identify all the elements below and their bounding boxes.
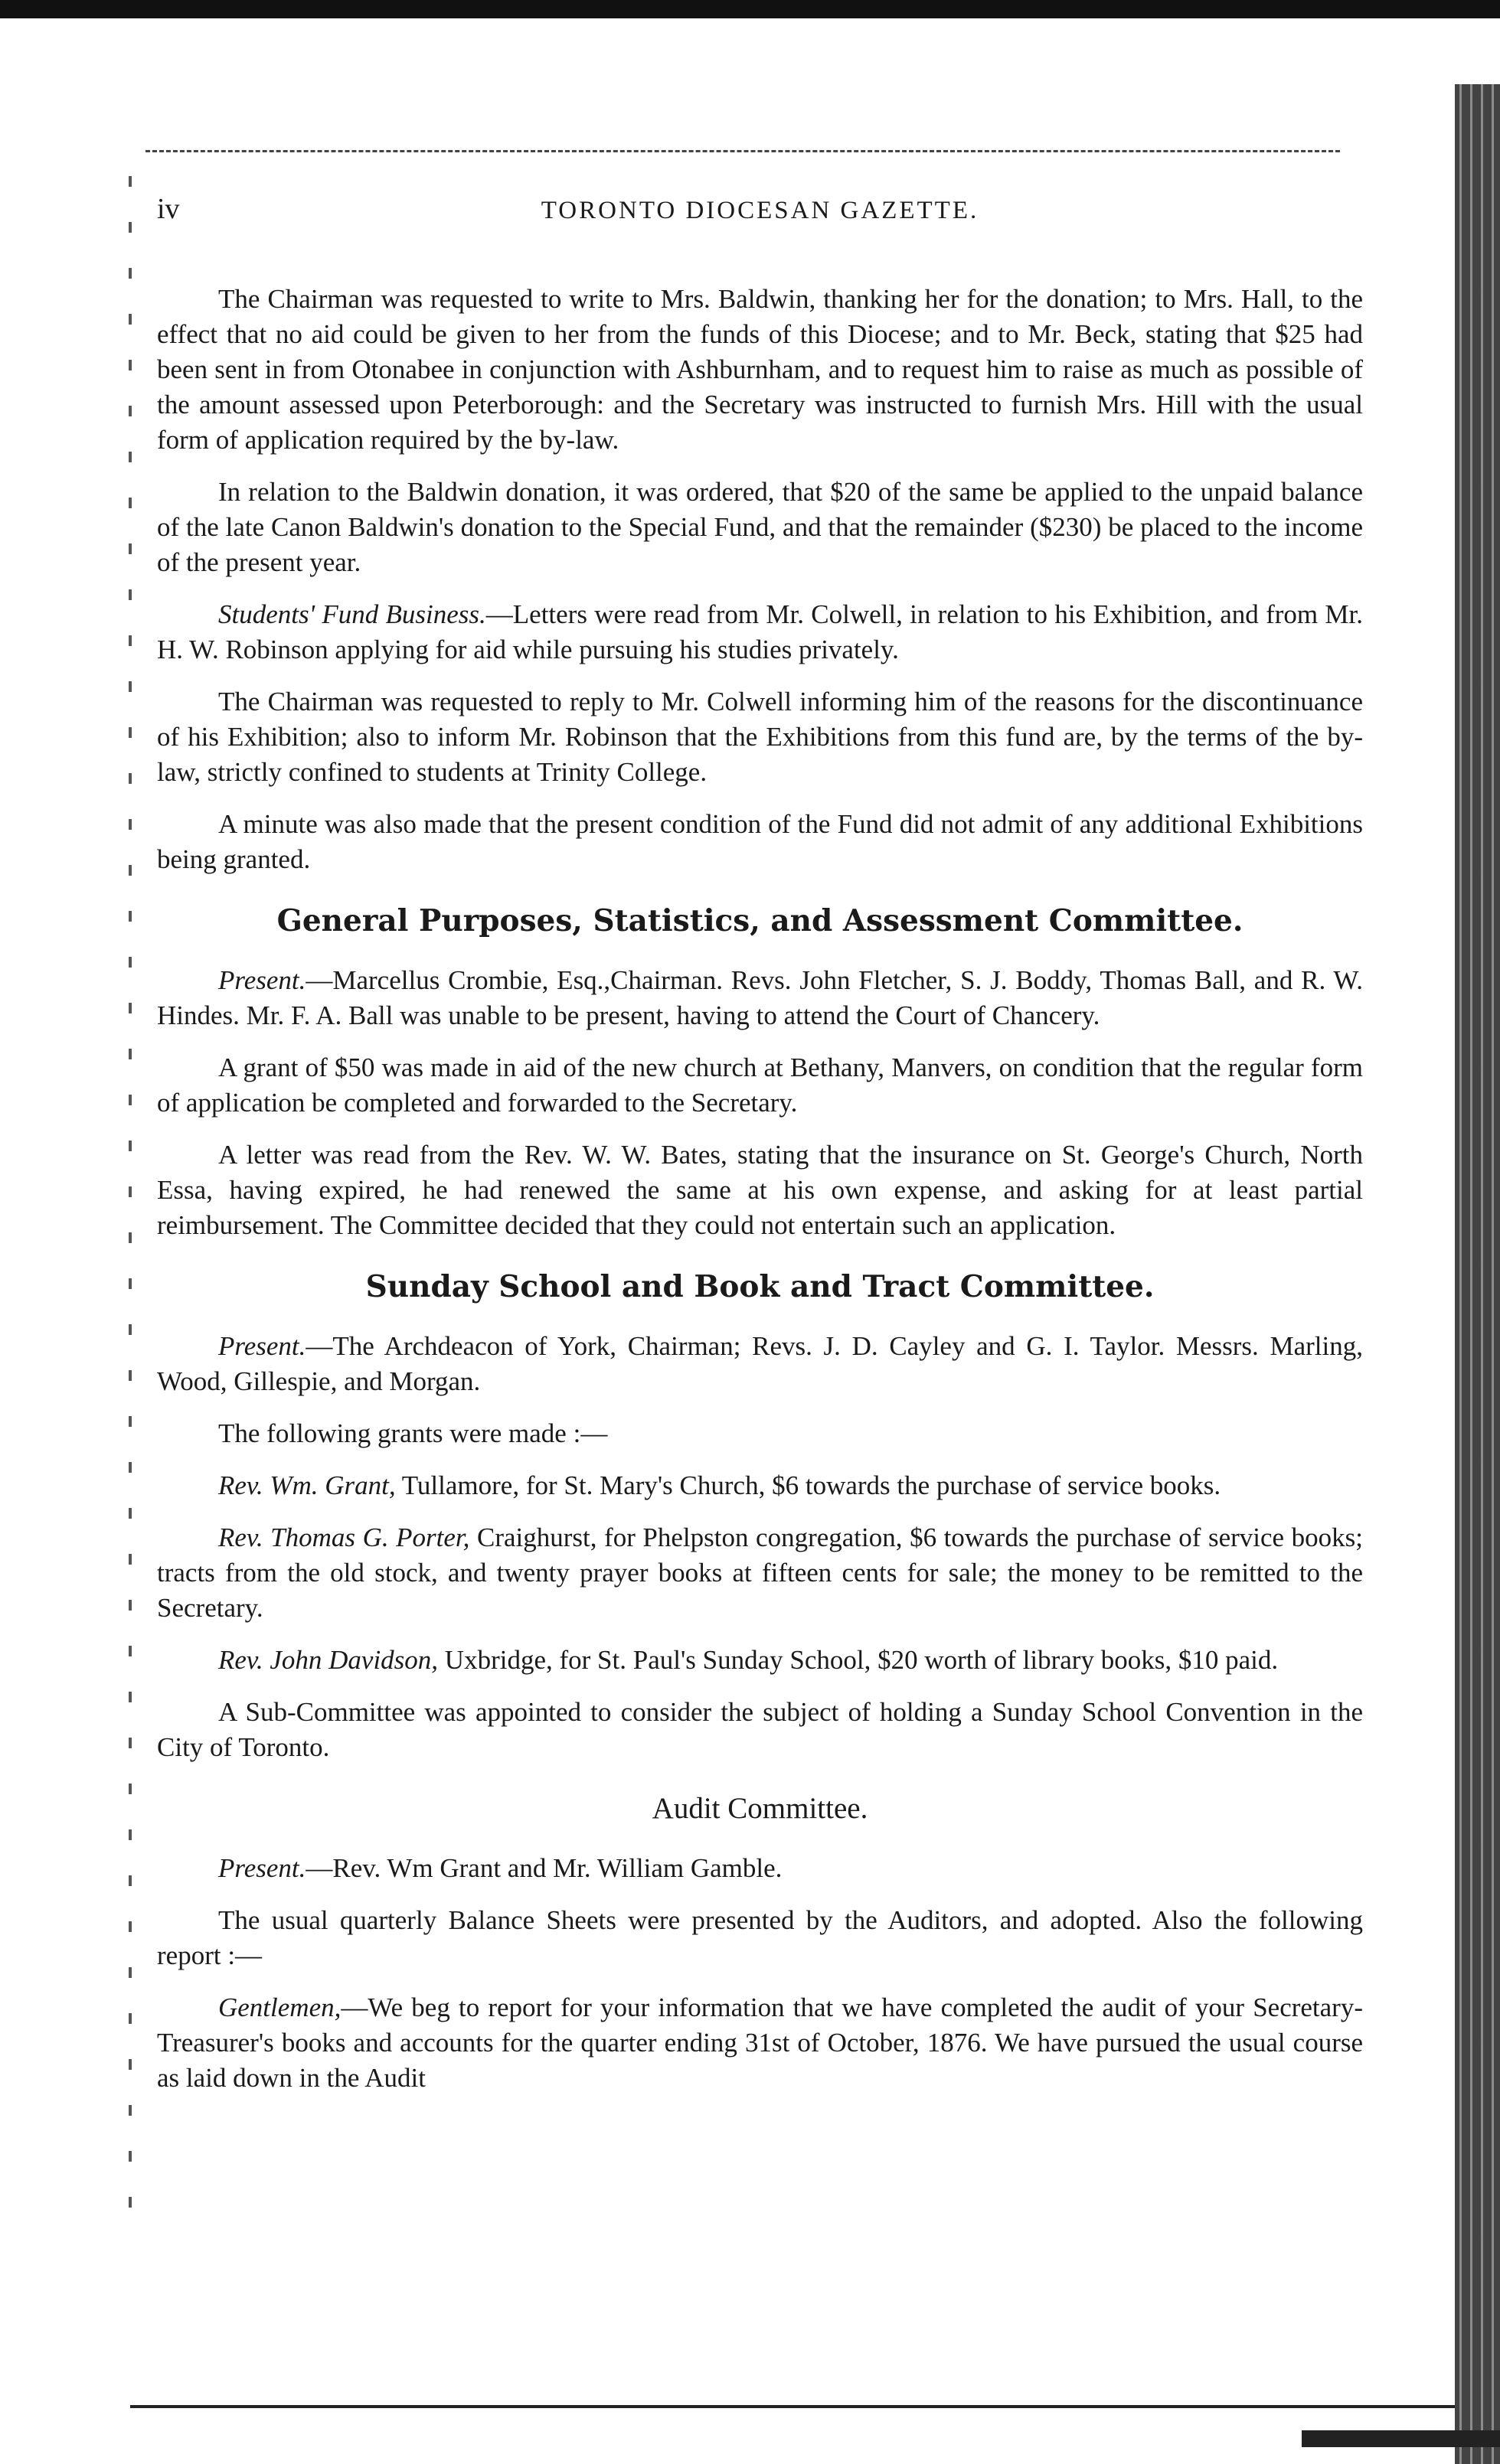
- present-paragraph: [157, 1329, 1363, 1399]
- paragraph-text: —We beg to report for your information that we have completed the audit of your Secretary-Treasurer's books and accounts for the quarter ending 31st of October, 1876. We have pursued the usual course as laid down in the Audit: [157, 1992, 1363, 2093]
- grant-recipient: Rev. Wm. Grant,: [218, 1470, 396, 1500]
- document-page: [157, 191, 1363, 2113]
- present-label: Present.: [218, 965, 306, 995]
- grant-text: Craighurst, for Phelpston congregation, $6 towards the purchase of service books; tracts from the old stock, and twenty prayer books at fifteen cents for sale; the money to be remitted to the Secretary.: [157, 1522, 1363, 1623]
- paragraph: A letter was read from the Rev. W. W. Bates, stating that the insurance on St. George's Church, North Essa, having expired, he had renewed the same at his own expense, and asking for at least partial reimbursement. The Committee decided that they could not entertain such an application.: [157, 1140, 1363, 1240]
- paragraph-text: —The Archdeacon of York, Chairman; Revs. J. D. Cayley and G. I. Taylor. Messrs. Marling, Wood, Gillespie, and Morgan.: [157, 1331, 1363, 1396]
- present-paragraph: [157, 1851, 1363, 1886]
- page-header: [157, 191, 1363, 237]
- paragraph: The following grants were made :—: [218, 1418, 608, 1448]
- paragraph: The usual quarterly Balance Sheets were presented by the Auditors, and adopted. Also the following report :—: [157, 1905, 1363, 1970]
- paragraph-text: —Letters were read from Mr. Colwell, in relation to his Exhibition, and from Mr. H. W. Robinson applying for aid while pursuing his studies privately.: [157, 599, 1363, 664]
- grant-item: [157, 1468, 1363, 1503]
- scan-left-margin-marks: [129, 176, 132, 2243]
- section-heading-sunday-school: Sunday School and Book and Tract Committee.: [365, 1269, 1155, 1304]
- scan-right-edge: [1455, 84, 1500, 2464]
- scan-top-edge: [0, 0, 1500, 18]
- paragraph: A Sub-Committee was appointed to consider the subject of holding a Sunday School Convention in the City of Toronto.: [157, 1697, 1363, 1762]
- scan-bottom-edge: [1302, 2430, 1500, 2447]
- run-in-heading: Students' Fund Business.: [218, 599, 486, 629]
- paragraph-text: —Rev. Wm Grant and Mr. William Gamble.: [306, 1853, 783, 1883]
- grant-text: Tullamore, for St. Mary's Church, $6 towards the purchase of service books.: [395, 1470, 1221, 1500]
- present-paragraph: [157, 963, 1363, 1033]
- grant-recipient: Rev. Thomas G. Porter,: [218, 1522, 470, 1552]
- running-title: TORONTO DIOCESAN GAZETTE.: [541, 197, 979, 224]
- grant-recipient: Rev. John Davidson,: [218, 1645, 439, 1675]
- paragraph-students-fund: [157, 597, 1363, 667]
- salutation: Gentlemen,: [218, 1992, 342, 2022]
- grant-text: Uxbridge, for St. Paul's Sunday School, $20 worth of library books, $10 paid.: [438, 1645, 1279, 1675]
- letter-paragraph: [157, 1990, 1363, 2096]
- footer-rule: [130, 2405, 1455, 2408]
- page-number: iv: [157, 193, 180, 225]
- section-heading-audit: Audit Committee.: [652, 1792, 868, 1825]
- grant-item: [157, 1520, 1363, 1626]
- paragraph: A grant of $50 was made in aid of the new church at Bethany, Manvers, on condition that the regular form of application be completed and forwarded to the Secretary.: [157, 1053, 1363, 1118]
- paragraph: A minute was also made that the present condition of the Fund did not admit of any additional Exhibitions being granted.: [157, 809, 1363, 874]
- present-label: Present.: [218, 1331, 306, 1361]
- paragraph: The Chairman was requested to write to Mrs. Baldwin, thanking her for the donation; to Mrs. Hall, to the effect that no aid could be given to her from the funds of this Diocese; and to Mr. Beck, stating that $25 had been sent in from Otonabee in conjunction with Ashburnham, and to request him to raise as much as possible of the amount assessed upon Peterborough: and the Secretary was instructed to furnish Mrs. Hill with the usual form of application required by the by-law.: [157, 284, 1363, 455]
- section-heading-general-purposes: General Purposes, Statistics, and Assessment Committee.: [276, 903, 1243, 938]
- paragraph-text: —Marcellus Crombie, Esq.,Chairman. Revs. John Fletcher, S. J. Boddy, Thomas Ball, and R. W. Hindes. Mr. F. A. Ball was unable to be present, having to attend the Court of Chancery.: [157, 965, 1363, 1030]
- grant-item: [157, 1643, 1363, 1678]
- present-label: Present.: [218, 1853, 306, 1883]
- header-rule: [145, 150, 1340, 152]
- paragraph: The Chairman was requested to reply to Mr. Colwell informing him of the reasons for the discontinuance of his Exhibition; also to inform Mr. Robinson that the Exhibitions from this fund are, by the terms of the by-law, strictly confined to students at Trinity College.: [157, 687, 1363, 787]
- paragraph: In relation to the Baldwin donation, it was ordered, that $20 of the same be applied to the unpaid balance of the late Canon Baldwin's donation to the Special Fund, and that the remainder ($230) be placed to the income of the present year.: [157, 477, 1363, 577]
